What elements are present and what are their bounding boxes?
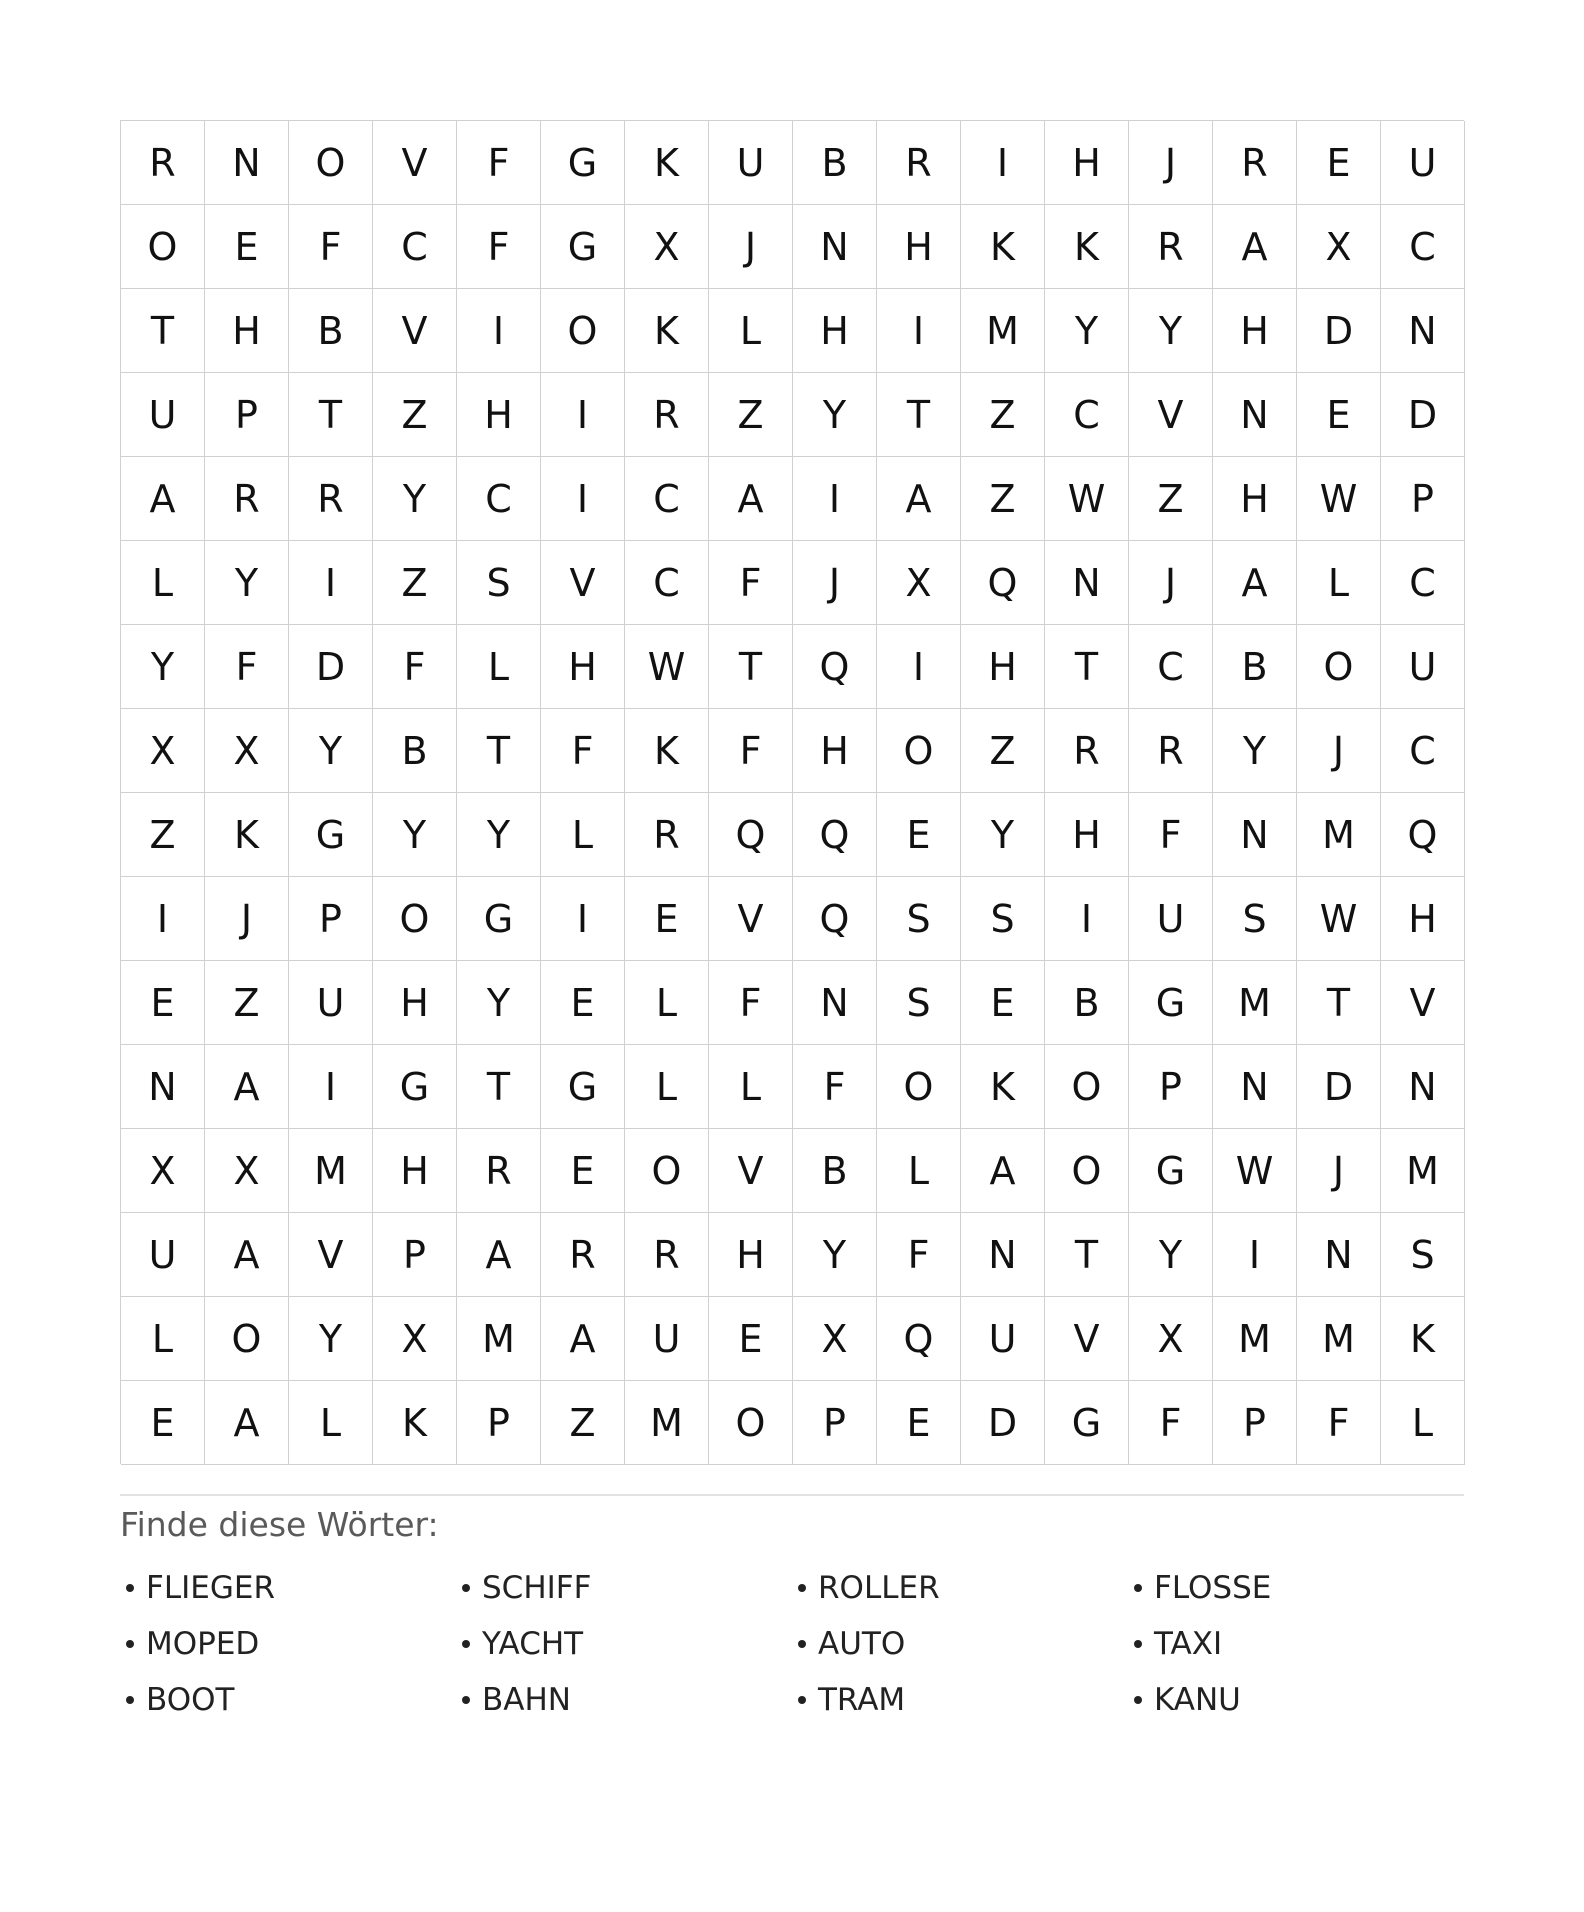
grid-cell[interactable]: K	[625, 709, 709, 793]
word-label: ROLLER	[818, 1570, 940, 1606]
grid-cell[interactable]: F	[1129, 1381, 1213, 1465]
grid-cell[interactable]: E	[625, 877, 709, 961]
grid-cell[interactable]: Z	[1129, 457, 1213, 541]
grid-cell[interactable]: O	[1045, 1129, 1129, 1213]
grid-cell[interactable]: F	[373, 625, 457, 709]
grid-cell[interactable]: Z	[541, 1381, 625, 1465]
grid-cell[interactable]: U	[121, 373, 205, 457]
grid-cell[interactable]: Q	[793, 625, 877, 709]
grid-cell[interactable]: H	[1045, 121, 1129, 205]
grid-cell[interactable]: C	[625, 457, 709, 541]
grid-cell[interactable]: W	[1297, 457, 1381, 541]
grid-cell[interactable]: O	[289, 121, 373, 205]
grid-cell[interactable]: J	[1129, 121, 1213, 205]
grid-cell[interactable]: K	[1381, 1297, 1465, 1381]
grid-cell[interactable]: X	[373, 1297, 457, 1381]
grid-cell[interactable]: X	[1297, 205, 1381, 289]
grid-cell[interactable]: A	[121, 457, 205, 541]
grid-cell[interactable]: Z	[961, 373, 1045, 457]
grid-cell[interactable]: P	[1129, 1045, 1213, 1129]
grid-cell[interactable]: K	[961, 205, 1045, 289]
grid-cell[interactable]: R	[877, 121, 961, 205]
grid-cell[interactable]: C	[1381, 541, 1465, 625]
grid-cell[interactable]: M	[457, 1297, 541, 1381]
grid-cell[interactable]: X	[205, 709, 289, 793]
grid-cell[interactable]: I	[793, 457, 877, 541]
word-label: YACHT	[482, 1626, 584, 1662]
grid-cell[interactable]: C	[1045, 373, 1129, 457]
grid-cell[interactable]: Q	[793, 793, 877, 877]
grid-cell[interactable]: H	[1213, 457, 1297, 541]
word-label: SCHIFF	[482, 1570, 592, 1606]
grid-cell[interactable]: R	[289, 457, 373, 541]
grid-cell[interactable]: M	[1297, 793, 1381, 877]
grid-cell[interactable]: A	[205, 1381, 289, 1465]
grid-cell[interactable]: E	[1297, 373, 1381, 457]
grid-cell[interactable]: I	[877, 625, 961, 709]
grid-cell[interactable]: Y	[1129, 1213, 1213, 1297]
grid-cell[interactable]: K	[625, 289, 709, 373]
grid-cell[interactable]: T	[289, 373, 373, 457]
grid-cell[interactable]: L	[121, 1297, 205, 1381]
word-label: AUTO	[818, 1626, 906, 1662]
grid-cell[interactable]: E	[541, 961, 625, 1045]
grid-cell[interactable]: T	[457, 1045, 541, 1129]
grid-cell[interactable]: S	[1213, 877, 1297, 961]
grid-cell[interactable]: F	[205, 625, 289, 709]
word-list-item	[120, 1616, 456, 1672]
word-list-item	[456, 1560, 792, 1616]
grid-cell[interactable]: J	[1297, 1129, 1381, 1213]
grid-cell[interactable]: C	[1129, 625, 1213, 709]
grid-cell[interactable]: I	[457, 289, 541, 373]
grid-cell[interactable]: H	[373, 1129, 457, 1213]
grid-cell[interactable]: G	[289, 793, 373, 877]
grid-cell[interactable]: B	[289, 289, 373, 373]
grid-cell[interactable]: Y	[457, 961, 541, 1045]
grid-cell[interactable]: O	[625, 1129, 709, 1213]
grid-cell[interactable]: P	[1213, 1381, 1297, 1465]
grid-cell[interactable]: L	[625, 1045, 709, 1129]
grid-cell[interactable]: P	[205, 373, 289, 457]
grid-cell[interactable]: Y	[1045, 289, 1129, 373]
grid-cell[interactable]: L	[1297, 541, 1381, 625]
grid-cell[interactable]: I	[877, 289, 961, 373]
grid-cell[interactable]: S	[877, 961, 961, 1045]
word-label: TAXI	[1154, 1626, 1223, 1662]
grid-cell[interactable]: H	[961, 625, 1045, 709]
grid-cell[interactable]: D	[289, 625, 373, 709]
word-list-item	[120, 1672, 456, 1728]
grid-cell[interactable]: K	[373, 1381, 457, 1465]
bullet-icon	[1134, 1696, 1142, 1704]
bullet-icon	[798, 1696, 806, 1704]
grid-cell[interactable]: Q	[793, 877, 877, 961]
grid-cell[interactable]: W	[625, 625, 709, 709]
grid-cell[interactable]: Y	[373, 457, 457, 541]
grid-cell[interactable]: X	[625, 205, 709, 289]
grid-cell[interactable]: M	[1213, 961, 1297, 1045]
grid-cell[interactable]: O	[541, 289, 625, 373]
grid-cell[interactable]: J	[1129, 541, 1213, 625]
word-label: BAHN	[482, 1682, 571, 1718]
word-list-item	[1128, 1616, 1464, 1672]
grid-cell[interactable]: I	[541, 457, 625, 541]
grid-cell[interactable]: F	[793, 1045, 877, 1129]
grid-cell[interactable]: K	[1045, 205, 1129, 289]
grid-cell[interactable]: Z	[709, 373, 793, 457]
grid-cell[interactable]: R	[1045, 709, 1129, 793]
grid-cell[interactable]: A	[541, 1297, 625, 1381]
grid-cell[interactable]: N	[1381, 1045, 1465, 1129]
grid-cell[interactable]: N	[1213, 1045, 1297, 1129]
grid-cell[interactable]: M	[1381, 1129, 1465, 1213]
grid-cell[interactable]: Z	[205, 961, 289, 1045]
grid-cell[interactable]: H	[205, 289, 289, 373]
grid-cell[interactable]: Y	[373, 793, 457, 877]
grid-cell[interactable]: I	[1213, 1213, 1297, 1297]
grid-cell[interactable]: H	[457, 373, 541, 457]
grid-cell[interactable]: Q	[877, 1297, 961, 1381]
grid-cell[interactable]: R	[625, 793, 709, 877]
grid-cell[interactable]: B	[373, 709, 457, 793]
grid-cell[interactable]: A	[205, 1045, 289, 1129]
grid-cell[interactable]: S	[457, 541, 541, 625]
grid-cell[interactable]: I	[289, 1045, 373, 1129]
grid-cell[interactable]: M	[961, 289, 1045, 373]
letter-grid	[120, 120, 1464, 1464]
grid-cell[interactable]: G	[1129, 961, 1213, 1045]
grid-cell[interactable]: Y	[1213, 709, 1297, 793]
bullet-icon	[1134, 1640, 1142, 1648]
grid-cell[interactable]: T	[709, 625, 793, 709]
grid-cell[interactable]: V	[709, 1129, 793, 1213]
grid-cell[interactable]: T	[1045, 1213, 1129, 1297]
grid-cell[interactable]: D	[1297, 289, 1381, 373]
grid-cell[interactable]: E	[541, 1129, 625, 1213]
grid-cell[interactable]: W	[1213, 1129, 1297, 1213]
grid-cell[interactable]: E	[877, 793, 961, 877]
grid-cell[interactable]: N	[1213, 373, 1297, 457]
grid-cell[interactable]: U	[1381, 625, 1465, 709]
grid-cell[interactable]: C	[457, 457, 541, 541]
grid-cell[interactable]: D	[1297, 1045, 1381, 1129]
grid-cell[interactable]: N	[205, 121, 289, 205]
grid-cell[interactable]: Y	[121, 625, 205, 709]
grid-cell[interactable]: R	[1129, 205, 1213, 289]
grid-cell[interactable]: H	[793, 289, 877, 373]
grid-cell[interactable]: R	[541, 1213, 625, 1297]
grid-cell[interactable]: H	[877, 205, 961, 289]
grid-cell[interactable]: X	[793, 1297, 877, 1381]
word-label: MOPED	[146, 1626, 260, 1662]
grid-cell[interactable]: S	[961, 877, 1045, 961]
grid-cell[interactable]: Y	[1129, 289, 1213, 373]
bullet-icon	[126, 1696, 134, 1704]
grid-cell[interactable]: D	[961, 1381, 1045, 1465]
grid-cell[interactable]: E	[709, 1297, 793, 1381]
grid-cell[interactable]: D	[1381, 373, 1465, 457]
grid-cell[interactable]: O	[205, 1297, 289, 1381]
grid-cell[interactable]: F	[541, 709, 625, 793]
grid-cell[interactable]: G	[541, 121, 625, 205]
grid-cell[interactable]: O	[121, 205, 205, 289]
bullet-icon	[462, 1584, 470, 1592]
grid-cell[interactable]: X	[121, 1129, 205, 1213]
grid-cell[interactable]: A	[709, 457, 793, 541]
grid-cell[interactable]: F	[709, 541, 793, 625]
grid-cell[interactable]: F	[457, 121, 541, 205]
bullet-icon	[126, 1640, 134, 1648]
word-list-item	[792, 1560, 1128, 1616]
grid-cell[interactable]: F	[1129, 793, 1213, 877]
word-label: BOOT	[146, 1682, 235, 1718]
grid-cell[interactable]: T	[121, 289, 205, 373]
grid-cell[interactable]: O	[877, 1045, 961, 1129]
grid-cell[interactable]: G	[1129, 1129, 1213, 1213]
bullet-icon	[462, 1640, 470, 1648]
grid-cell[interactable]: C	[1381, 205, 1465, 289]
grid-cell[interactable]: V	[1381, 961, 1465, 1045]
grid-cell[interactable]: A	[1213, 205, 1297, 289]
grid-cell[interactable]: E	[205, 205, 289, 289]
grid-cell[interactable]: E	[1297, 121, 1381, 205]
grid-cell[interactable]: O	[709, 1381, 793, 1465]
grid-cell[interactable]: E	[877, 1381, 961, 1465]
grid-cell[interactable]: G	[457, 877, 541, 961]
grid-cell[interactable]: B	[793, 121, 877, 205]
grid-cell[interactable]: Q	[1381, 793, 1465, 877]
grid-cell[interactable]: U	[121, 1213, 205, 1297]
grid-cell[interactable]: G	[373, 1045, 457, 1129]
grid-cell[interactable]: F	[877, 1213, 961, 1297]
grid-cell[interactable]: I	[289, 541, 373, 625]
grid-cell[interactable]: R	[457, 1129, 541, 1213]
grid-cell[interactable]: S	[877, 877, 961, 961]
grid-cell[interactable]: W	[1297, 877, 1381, 961]
grid-cell[interactable]: W	[1045, 457, 1129, 541]
grid-cell[interactable]: J	[1297, 709, 1381, 793]
grid-cell[interactable]: L	[625, 961, 709, 1045]
grid-cell[interactable]: V	[1045, 1297, 1129, 1381]
grid-cell[interactable]: L	[457, 625, 541, 709]
divider	[120, 1494, 1464, 1496]
grid-cell[interactable]: F	[1297, 1381, 1381, 1465]
grid-cell[interactable]: L	[541, 793, 625, 877]
word-list-item	[120, 1560, 456, 1616]
grid-cell[interactable]: M	[625, 1381, 709, 1465]
grid-cell[interactable]: Y	[289, 1297, 373, 1381]
grid-cell[interactable]: K	[625, 121, 709, 205]
grid-cell[interactable]: R	[1213, 121, 1297, 205]
grid-cell[interactable]: A	[205, 1213, 289, 1297]
grid-cell[interactable]: F	[709, 709, 793, 793]
grid-cell[interactable]: B	[1045, 961, 1129, 1045]
grid-cell[interactable]: X	[1129, 1297, 1213, 1381]
grid-cell[interactable]: N	[1045, 541, 1129, 625]
grid-cell[interactable]: R	[625, 373, 709, 457]
grid-cell[interactable]: X	[877, 541, 961, 625]
grid-cell[interactable]: N	[961, 1213, 1045, 1297]
grid-cell[interactable]: U	[961, 1297, 1045, 1381]
grid-cell[interactable]: Z	[961, 709, 1045, 793]
grid-cell[interactable]: V	[373, 289, 457, 373]
grid-cell[interactable]: T	[1297, 961, 1381, 1045]
grid-cell[interactable]: U	[709, 121, 793, 205]
grid-cell[interactable]: L	[289, 1381, 373, 1465]
grid-cell[interactable]: F	[709, 961, 793, 1045]
grid-cell[interactable]: H	[541, 625, 625, 709]
grid-cell[interactable]: H	[793, 709, 877, 793]
grid-cell[interactable]: O	[373, 877, 457, 961]
grid-cell[interactable]: H	[1045, 793, 1129, 877]
grid-cell[interactable]: Q	[709, 793, 793, 877]
grid-cell[interactable]: I	[121, 877, 205, 961]
bullet-icon	[798, 1640, 806, 1648]
grid-cell[interactable]: U	[289, 961, 373, 1045]
grid-cell[interactable]: A	[1213, 541, 1297, 625]
grid-cell[interactable]: K	[205, 793, 289, 877]
grid-cell[interactable]: L	[121, 541, 205, 625]
grid-cell[interactable]: L	[1381, 1381, 1465, 1465]
grid-cell[interactable]: A	[877, 457, 961, 541]
grid-cell[interactable]: G	[541, 1045, 625, 1129]
grid-cell[interactable]: L	[709, 289, 793, 373]
grid-cell[interactable]: O	[877, 709, 961, 793]
grid-cell[interactable]: J	[205, 877, 289, 961]
grid-cell[interactable]: Z	[373, 373, 457, 457]
grid-cell[interactable]: V	[373, 121, 457, 205]
grid-cell[interactable]: I	[541, 877, 625, 961]
grid-cell[interactable]: Y	[793, 373, 877, 457]
grid-cell[interactable]: L	[877, 1129, 961, 1213]
grid-cell[interactable]: J	[793, 541, 877, 625]
word-label: FLOSSE	[1154, 1570, 1272, 1606]
bullet-icon	[126, 1584, 134, 1592]
grid-cell[interactable]: E	[961, 961, 1045, 1045]
grid-cell[interactable]: N	[793, 205, 877, 289]
grid-cell[interactable]: R	[625, 1213, 709, 1297]
grid-cell[interactable]: X	[121, 709, 205, 793]
grid-cell[interactable]: H	[709, 1213, 793, 1297]
grid-cell[interactable]: B	[1213, 625, 1297, 709]
bullet-icon	[1134, 1584, 1142, 1592]
grid-cell[interactable]: I	[541, 373, 625, 457]
grid-cell[interactable]: N	[1381, 289, 1465, 373]
grid-cell[interactable]: X	[205, 1129, 289, 1213]
grid-cell[interactable]: M	[1297, 1297, 1381, 1381]
grid-cell[interactable]: C	[625, 541, 709, 625]
word-list	[120, 1560, 1464, 1728]
grid-cell[interactable]: I	[961, 121, 1045, 205]
word-list-item	[1128, 1560, 1464, 1616]
bullet-icon	[462, 1696, 470, 1704]
grid-cell[interactable]: Z	[961, 457, 1045, 541]
grid-cell[interactable]: F	[457, 205, 541, 289]
grid-cell[interactable]: E	[121, 1381, 205, 1465]
grid-cell[interactable]: I	[1045, 877, 1129, 961]
grid-cell[interactable]: Y	[457, 793, 541, 877]
word-label: KANU	[1154, 1682, 1241, 1718]
grid-cell[interactable]: P	[1381, 457, 1465, 541]
grid-cell[interactable]: B	[793, 1129, 877, 1213]
grid-cell[interactable]: M	[1213, 1297, 1297, 1381]
grid-cell[interactable]: V	[289, 1213, 373, 1297]
grid-cell[interactable]: T	[877, 373, 961, 457]
word-list-item	[792, 1616, 1128, 1672]
word-list-item	[792, 1672, 1128, 1728]
grid-cell[interactable]: U	[625, 1297, 709, 1381]
grid-cell[interactable]: G	[1045, 1381, 1129, 1465]
grid-cell[interactable]: N	[1213, 793, 1297, 877]
bullet-icon	[798, 1584, 806, 1592]
grid-cell[interactable]: Y	[793, 1213, 877, 1297]
word-list-title: Finde diese Wörter:	[120, 1505, 439, 1544]
grid-cell[interactable]: S	[1381, 1213, 1465, 1297]
grid-cell[interactable]: Y	[289, 709, 373, 793]
grid-cell[interactable]: L	[709, 1045, 793, 1129]
grid-cell[interactable]: Y	[205, 541, 289, 625]
grid-cell[interactable]: A	[961, 1129, 1045, 1213]
grid-cell[interactable]: T	[457, 709, 541, 793]
grid-cell[interactable]: R	[205, 457, 289, 541]
grid-cell[interactable]: O	[1045, 1045, 1129, 1129]
grid-cell[interactable]: H	[1381, 877, 1465, 961]
grid-cell[interactable]: G	[541, 205, 625, 289]
grid-cell[interactable]: Z	[373, 541, 457, 625]
grid-cell[interactable]: E	[121, 961, 205, 1045]
grid-cell[interactable]: H	[1213, 289, 1297, 373]
word-label: FLIEGER	[146, 1570, 275, 1606]
grid-cell[interactable]: R	[1129, 709, 1213, 793]
grid-cell[interactable]: U	[1381, 121, 1465, 205]
grid-cell[interactable]: V	[709, 877, 793, 961]
grid-cell[interactable]: O	[1297, 625, 1381, 709]
grid-cell[interactable]: P	[373, 1213, 457, 1297]
grid-cell[interactable]: C	[373, 205, 457, 289]
word-list-item	[456, 1672, 792, 1728]
grid-cell[interactable]: P	[793, 1381, 877, 1465]
grid-cell[interactable]: F	[289, 205, 373, 289]
grid-cell[interactable]: K	[961, 1045, 1045, 1129]
grid-cell[interactable]: Z	[121, 793, 205, 877]
grid-cell[interactable]: Q	[961, 541, 1045, 625]
grid-cell[interactable]: Y	[961, 793, 1045, 877]
grid-cell[interactable]: N	[1297, 1213, 1381, 1297]
word-label: TRAM	[818, 1682, 906, 1718]
grid-cell[interactable]: N	[121, 1045, 205, 1129]
grid-cell[interactable]: A	[457, 1213, 541, 1297]
grid-cell[interactable]: P	[289, 877, 373, 961]
grid-cell[interactable]: N	[793, 961, 877, 1045]
grid-cell[interactable]: P	[457, 1381, 541, 1465]
word-list-item	[1128, 1672, 1464, 1728]
grid-cell[interactable]: R	[121, 121, 205, 205]
word-list-item	[456, 1616, 792, 1672]
grid-cell[interactable]: T	[1045, 625, 1129, 709]
grid-cell[interactable]: V	[1129, 373, 1213, 457]
grid-cell[interactable]: U	[1129, 877, 1213, 961]
grid-cell[interactable]: J	[709, 205, 793, 289]
grid-cell[interactable]: C	[1381, 709, 1465, 793]
grid-cell[interactable]: H	[373, 961, 457, 1045]
grid-cell[interactable]: V	[541, 541, 625, 625]
grid-cell[interactable]: M	[289, 1129, 373, 1213]
